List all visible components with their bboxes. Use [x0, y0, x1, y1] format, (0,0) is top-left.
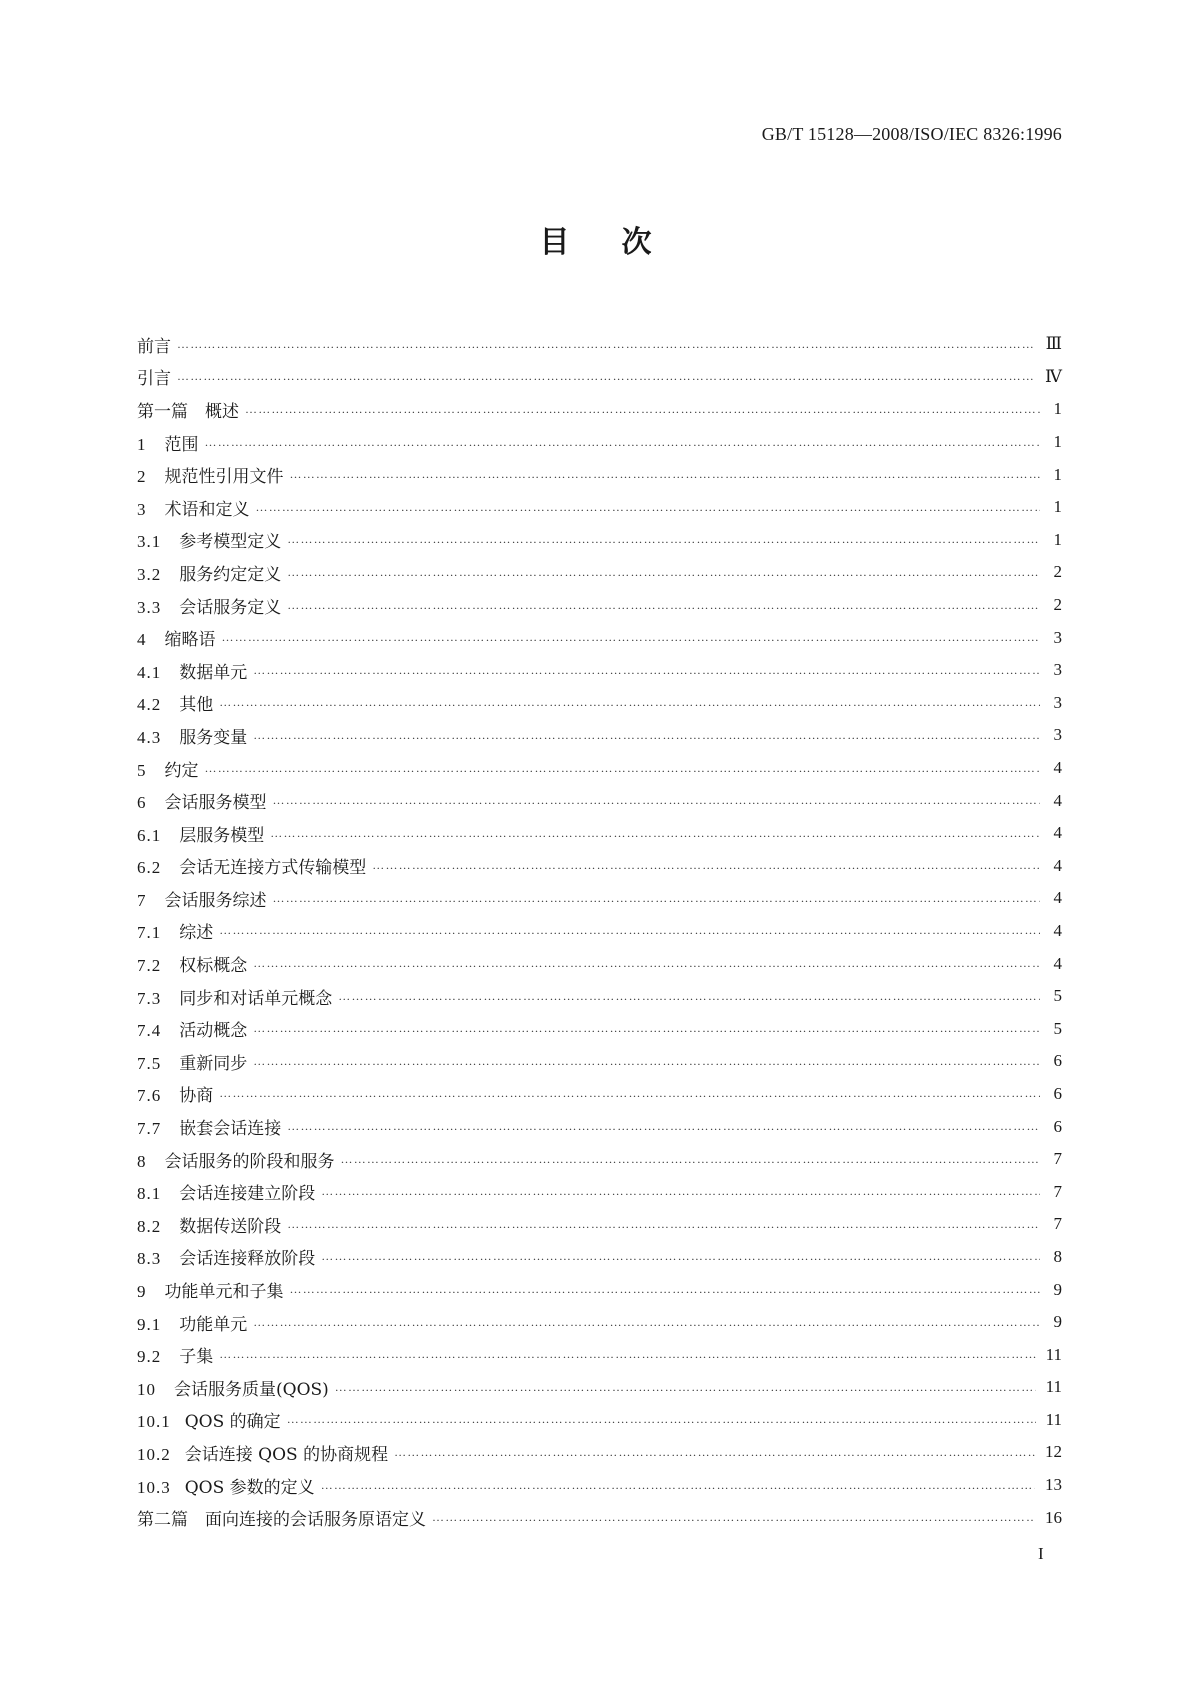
- dot-leader: [177, 368, 1035, 385]
- toc-entry[interactable]: [137, 687, 1062, 720]
- toc-entry-number: 10.1: [137, 1412, 171, 1432]
- toc-entry[interactable]: [137, 654, 1062, 687]
- dot-leader: [432, 1509, 1035, 1526]
- toc-entry-label: [137, 1375, 335, 1400]
- toc-entry[interactable]: [137, 1175, 1062, 1208]
- dot-leader: [222, 629, 1041, 646]
- toc-entry-label: [137, 430, 205, 455]
- toc-entry-page: 4: [1053, 758, 1062, 778]
- toc-entry-label: [137, 853, 372, 878]
- toc-entry[interactable]: [137, 817, 1062, 850]
- toc-entry-number: 7.4: [137, 1021, 162, 1041]
- toc-entry-title: 活动概念: [179, 1021, 248, 1042]
- toc-entry-title: 会话连接建立阶段: [179, 1184, 316, 1205]
- toc-entry-label: [137, 1505, 432, 1530]
- dot-leader: [273, 792, 1041, 809]
- toc-entry-label: [137, 397, 245, 422]
- toc-entry[interactable]: [137, 1110, 1062, 1143]
- toc-entry-title: 子集: [179, 1347, 214, 1368]
- dot-leader: [287, 1411, 1036, 1428]
- toc-entry-label: [137, 560, 287, 585]
- toc-entry-label: [137, 756, 205, 781]
- dot-leader: [270, 825, 1040, 842]
- toc-entry[interactable]: [137, 784, 1062, 817]
- toc-entry-page: 12: [1045, 1442, 1062, 1462]
- toc-entry-title: 协商: [179, 1086, 214, 1107]
- toc-entry-title: 规范性引用文件: [164, 467, 284, 488]
- toc-entry-title: 前言: [137, 336, 171, 357]
- toc-entry[interactable]: [137, 1078, 1062, 1111]
- toc-entry-page: 9: [1053, 1312, 1062, 1332]
- toc-entry-title: QOS 的确定: [184, 1412, 281, 1433]
- toc-entry-page: 5: [1053, 986, 1062, 1006]
- toc-entry[interactable]: [137, 328, 1062, 361]
- toc-entry-number: 7.3: [137, 988, 162, 1008]
- toc-entry[interactable]: [137, 1404, 1062, 1437]
- toc-entry-page: 2: [1053, 562, 1062, 582]
- toc-entry-number: 7.7: [137, 1119, 162, 1139]
- toc-entry[interactable]: [137, 458, 1062, 491]
- toc-entry-page: 1: [1053, 432, 1062, 452]
- toc-entry-number: 7.6: [137, 1086, 162, 1106]
- toc-entry-label: [137, 1081, 219, 1106]
- toc-entry-title: 权标概念: [179, 956, 248, 977]
- toc-entry-title: 层服务模型: [179, 825, 265, 846]
- toc-entry-number: 4.2: [137, 695, 162, 715]
- toc-entry-label: [137, 690, 219, 715]
- toc-entry-label: [137, 625, 222, 650]
- toc-entry[interactable]: [137, 980, 1062, 1013]
- toc-entry-number: 9.2: [137, 1347, 162, 1367]
- toc-entry-title: 第二篇 面向连接的会话服务原语定义: [137, 1510, 426, 1531]
- dot-leader: [205, 434, 1041, 451]
- toc-entry[interactable]: [137, 1469, 1062, 1502]
- toc-entry-title: 会话服务定义: [179, 597, 282, 618]
- dot-leader: [219, 1085, 1040, 1102]
- toc-entry-page: Ⅲ: [1045, 334, 1062, 354]
- toc-entry-label: [137, 1342, 219, 1367]
- dot-leader: [321, 1183, 1040, 1200]
- toc-entry-title: 服务约定定义: [179, 564, 282, 585]
- toc-entry-label: [137, 364, 177, 389]
- dot-leader: [290, 466, 1041, 483]
- dot-leader: [335, 1379, 1036, 1396]
- toc-entry-number: 6.2: [137, 858, 162, 878]
- toc-entry-label: [137, 1310, 253, 1335]
- toc-entry-page: 5: [1053, 1018, 1062, 1038]
- toc-entry-page: 4: [1053, 855, 1062, 875]
- toc-entry-page: 4: [1053, 823, 1062, 843]
- dot-leader: [287, 1216, 1040, 1233]
- dot-leader: [245, 401, 1040, 418]
- toc-entry-title: 会话服务的阶段和服务: [164, 1151, 335, 1172]
- toc-entry-label: [137, 658, 253, 683]
- toc-entry[interactable]: [137, 361, 1062, 394]
- toc-entry-label: [137, 1244, 321, 1269]
- toc-entry-number: 6.1: [137, 825, 162, 845]
- toc-entry-label: [137, 527, 287, 552]
- toc-entry-label: [137, 1147, 341, 1172]
- toc-entry-title: 会话无连接方式传输模型: [179, 858, 367, 879]
- toc-entry[interactable]: [137, 882, 1062, 915]
- toc-entry-page: 7: [1053, 1181, 1062, 1201]
- toc-entry-page: 1: [1053, 497, 1062, 517]
- toc-entry-number: 3.1: [137, 532, 162, 552]
- dot-leader: [219, 694, 1040, 711]
- dot-leader: [287, 564, 1040, 581]
- toc-entry[interactable]: [137, 1045, 1062, 1078]
- toc-entry-page: 1: [1053, 399, 1062, 419]
- toc-entry-page: 3: [1053, 627, 1062, 647]
- dot-leader: [341, 1151, 1041, 1168]
- toc-entry-label: [137, 886, 273, 911]
- toc-entry-number: 7.1: [137, 923, 162, 943]
- toc-entry-label: [137, 462, 290, 487]
- toc-entry-label: [137, 495, 256, 520]
- dot-leader: [273, 890, 1041, 907]
- toc-entry-title: 引言: [137, 369, 171, 390]
- standard-header: GB/T 15128—2008/ISO/IEC 8326:1996: [761, 124, 1062, 144]
- page-title: 目次: [539, 225, 704, 260]
- toc-entry[interactable]: [137, 1012, 1062, 1045]
- toc-entry-label: [137, 821, 270, 846]
- dot-leader: [253, 1053, 1040, 1070]
- toc-entry-title: 范围: [164, 434, 199, 455]
- toc-entry-page: 4: [1053, 953, 1062, 973]
- toc-entry[interactable]: [137, 491, 1062, 524]
- toc-entry-page: 3: [1053, 692, 1062, 712]
- dot-leader: [287, 531, 1040, 548]
- dot-leader: [253, 727, 1040, 744]
- toc-entry-title: 综述: [179, 923, 214, 944]
- toc-entry-title: 会话服务综述: [164, 890, 267, 911]
- table-of-contents: [137, 328, 1062, 1534]
- toc-entry-page: 4: [1053, 888, 1062, 908]
- toc-entry[interactable]: [137, 1241, 1062, 1274]
- toc-entry-number: 6: [137, 793, 147, 813]
- dot-leader: [253, 1314, 1040, 1331]
- toc-entry-number: 8.2: [137, 1216, 162, 1236]
- toc-entry-page: 4: [1053, 920, 1062, 940]
- dot-leader: [219, 922, 1040, 939]
- toc-entry-title: 其他: [179, 695, 214, 716]
- toc-entry-title: 会话连接释放阶段: [179, 1249, 316, 1270]
- toc-entry-page: 16: [1045, 1507, 1062, 1527]
- toc-entry-page: 1: [1053, 464, 1062, 484]
- toc-entry[interactable]: [137, 524, 1062, 557]
- toc-entry[interactable]: [137, 589, 1062, 622]
- toc-entry-label: [137, 1049, 253, 1074]
- toc-entry-number: 3.2: [137, 564, 162, 584]
- toc-entry[interactable]: [137, 1501, 1062, 1534]
- toc-entry-label: [137, 1440, 394, 1465]
- toc-entry-page: 8: [1053, 1246, 1062, 1266]
- toc-entry-number: 10: [137, 1379, 156, 1399]
- toc-entry-number: 8.3: [137, 1249, 162, 1269]
- toc-entry-page: 13: [1045, 1475, 1062, 1495]
- toc-entry-title: 数据单元: [179, 662, 248, 683]
- toc-entry-title: 重新同步: [179, 1053, 248, 1074]
- toc-entry[interactable]: [137, 752, 1062, 785]
- toc-entry-title: 同步和对话单元概念: [179, 988, 333, 1009]
- toc-entry[interactable]: [137, 556, 1062, 589]
- toc-entry-title: 功能单元和子集: [164, 1282, 284, 1303]
- toc-entry-page: 11: [1045, 1344, 1062, 1364]
- dot-leader: [256, 499, 1041, 516]
- dot-leader: [205, 760, 1041, 777]
- toc-entry-page: 11: [1045, 1377, 1062, 1397]
- toc-entry[interactable]: [137, 1371, 1062, 1404]
- toc-entry-number: 9: [137, 1282, 147, 1302]
- toc-entry-label: [137, 1407, 287, 1432]
- toc-entry-number: 1: [137, 434, 147, 454]
- toc-entry-title: 第一篇 概述: [137, 401, 239, 422]
- toc-entry[interactable]: [137, 850, 1062, 883]
- toc-entry-number: 4: [137, 630, 147, 650]
- toc-entry-page: 6: [1053, 1051, 1062, 1071]
- toc-entry-label: [137, 788, 273, 813]
- toc-entry[interactable]: [137, 719, 1062, 752]
- dot-leader: [394, 1444, 1035, 1461]
- toc-entry-title: 术语和定义: [164, 499, 250, 520]
- toc-entry-number: 10.3: [137, 1477, 171, 1497]
- toc-entry-number: 3: [137, 499, 147, 519]
- dot-leader: [219, 1346, 1035, 1363]
- dot-leader: [287, 597, 1040, 614]
- toc-entry[interactable]: [137, 1143, 1062, 1176]
- toc-entry-page: 7: [1053, 1214, 1062, 1234]
- toc-entry-label: [137, 593, 287, 618]
- toc-entry-label: [137, 1016, 253, 1041]
- toc-entry-number: 7.5: [137, 1053, 162, 1073]
- toc-entry-page: 11: [1045, 1409, 1062, 1429]
- toc-entry-label: [137, 984, 338, 1009]
- toc-entry-number: 2: [137, 467, 147, 487]
- toc-entry[interactable]: [137, 1208, 1062, 1241]
- toc-entry-number: 7.2: [137, 956, 162, 976]
- dot-leader: [372, 857, 1040, 874]
- page-folio: I: [1038, 1544, 1044, 1563]
- toc-entry-title: QOS 参数的定义: [184, 1477, 315, 1498]
- dot-leader: [253, 955, 1040, 972]
- toc-entry-label: [137, 1114, 287, 1139]
- toc-entry-label: [137, 1277, 290, 1302]
- toc-entry[interactable]: [137, 393, 1062, 426]
- toc-entry-number: 8: [137, 1151, 147, 1171]
- toc-entry-title: 数据传送阶段: [179, 1216, 282, 1237]
- toc-entry-title: 参考模型定义: [179, 532, 282, 553]
- toc-entry[interactable]: [137, 1273, 1062, 1306]
- toc-entry-label: [137, 723, 253, 748]
- dot-leader: [287, 1118, 1040, 1135]
- toc-entry[interactable]: [137, 915, 1062, 948]
- toc-entry-page: 6: [1053, 1116, 1062, 1136]
- toc-entry-page: 1: [1053, 529, 1062, 549]
- toc-entry-number: 9.1: [137, 1314, 162, 1334]
- toc-entry-label: [137, 1473, 321, 1498]
- toc-entry-page: 3: [1053, 660, 1062, 680]
- toc-entry[interactable]: [137, 1436, 1062, 1469]
- toc-entry[interactable]: [137, 947, 1062, 980]
- dot-leader: [253, 1020, 1040, 1037]
- toc-entry-number: 10.2: [137, 1444, 171, 1464]
- toc-entry-page: 9: [1053, 1279, 1062, 1299]
- toc-entry-number: 3.3: [137, 597, 162, 617]
- toc-entry-title: 嵌套会话连接: [179, 1119, 282, 1140]
- toc-entry-page: 4: [1053, 790, 1062, 810]
- toc-entry-number: 4.3: [137, 727, 162, 747]
- toc-entry-number: 4.1: [137, 662, 162, 682]
- dot-leader: [253, 662, 1040, 679]
- toc-entry-number: 8.1: [137, 1184, 162, 1204]
- toc-entry[interactable]: [137, 1338, 1062, 1371]
- toc-entry-title: 会话服务质量(QOS): [174, 1379, 329, 1400]
- toc-entry-title: 服务变量: [179, 727, 248, 748]
- toc-entry-label: [137, 951, 253, 976]
- toc-entry-title: 会话服务模型: [164, 793, 267, 814]
- toc-entry-number: 7: [137, 890, 147, 910]
- toc-entry-label: [137, 1179, 321, 1204]
- toc-entry[interactable]: [137, 426, 1062, 459]
- dot-leader: [321, 1248, 1040, 1265]
- toc-entry-label: [137, 918, 219, 943]
- toc-entry-page: 2: [1053, 595, 1062, 615]
- toc-entry-title: 约定: [164, 760, 199, 781]
- toc-entry-page: 6: [1053, 1083, 1062, 1103]
- dot-leader: [321, 1477, 1035, 1494]
- toc-entry-page: 3: [1053, 725, 1062, 745]
- toc-entry[interactable]: [137, 1306, 1062, 1339]
- toc-entry-page: Ⅳ: [1045, 366, 1062, 386]
- dot-leader: [338, 988, 1040, 1005]
- toc-entry-label: [137, 332, 177, 357]
- toc-entry-page: 7: [1053, 1149, 1062, 1169]
- toc-entry-title: 功能单元: [179, 1314, 248, 1335]
- toc-entry-title: 缩略语: [164, 630, 216, 651]
- toc-entry-label: [137, 1212, 287, 1237]
- dot-leader: [290, 1281, 1041, 1298]
- dot-leader: [177, 336, 1036, 353]
- toc-entry-number: 5: [137, 760, 147, 780]
- toc-entry-title: 会话连接 QOS 的协商规程: [184, 1444, 389, 1465]
- toc-entry[interactable]: [137, 621, 1062, 654]
